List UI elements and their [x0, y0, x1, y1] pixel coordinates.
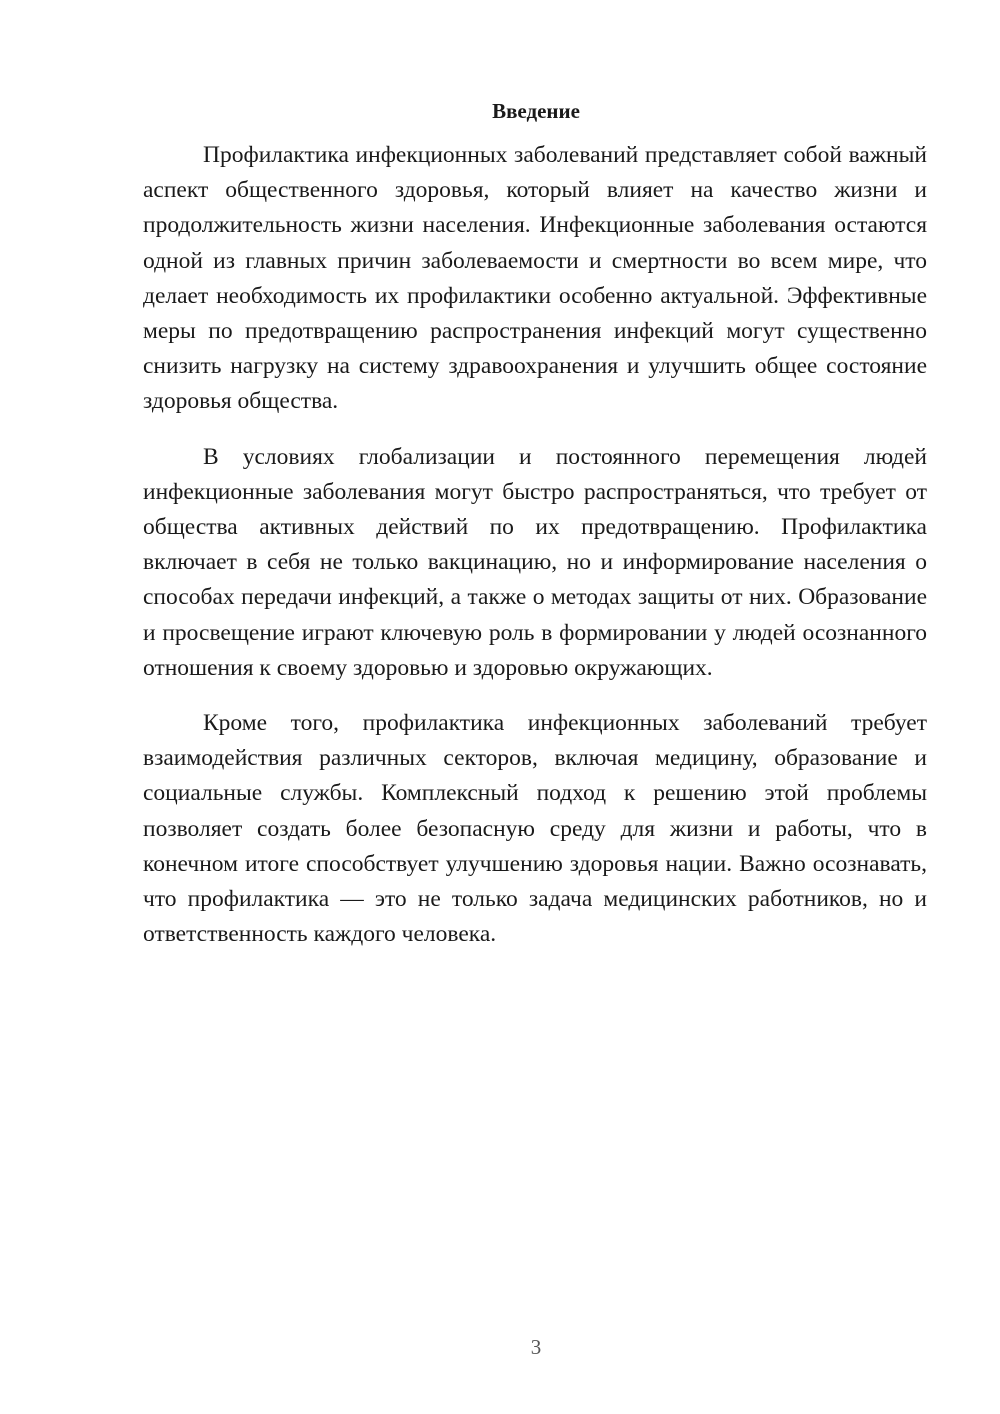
paragraph-3: Кроме того, профилактика инфекционных заболеваний требует взаимодействия различных секторов, включая медицину, образование и социальные службы. Комплексный подход к решению этой проблемы позволяет создать более безопасную среду для жизни и работы, что в конечном итоге способствует улучшению здоровья нации. Важно осознавать, что профилактика — это не только задача медицинских работников, но и ответственность каждого человека. — [143, 710, 927, 948]
paragraph-2: В условиях глобализации и постоянного перемещения людей инфекционные заболевания могут быстро распространяться, что требует от общества активных действий по их предотвращению. Профилактика включает в себя не только вакцинацию, но и информирование населения о способах передачи инфекций, а также о методах защиты от них. Образование и просвещение играют ключевую роль в формировании у людей осознанного отношения к своему здоровью и здоровью окружающих. — [143, 443, 927, 681]
page-number: 3 — [530, 1335, 542, 1359]
page-title: Введение — [492, 99, 580, 123]
page-content — [143, 96, 927, 972]
paragraph-1: Профилактика инфекционных заболеваний представляет собой важный аспект общественного здоровья, который влияет на качество жизни и продолжительность жизни населения. Инфекционные заболевания остаются одной из главных причин заболеваемости и смертности во всем мире, что делает необходимость их профилактики особенно актуальной. Эффективные меры по предотвращению распространения инфекций могут существенно снизить нагрузку на систему здравоохранения и улучшить общее состояние здоровья общества. — [143, 142, 927, 415]
